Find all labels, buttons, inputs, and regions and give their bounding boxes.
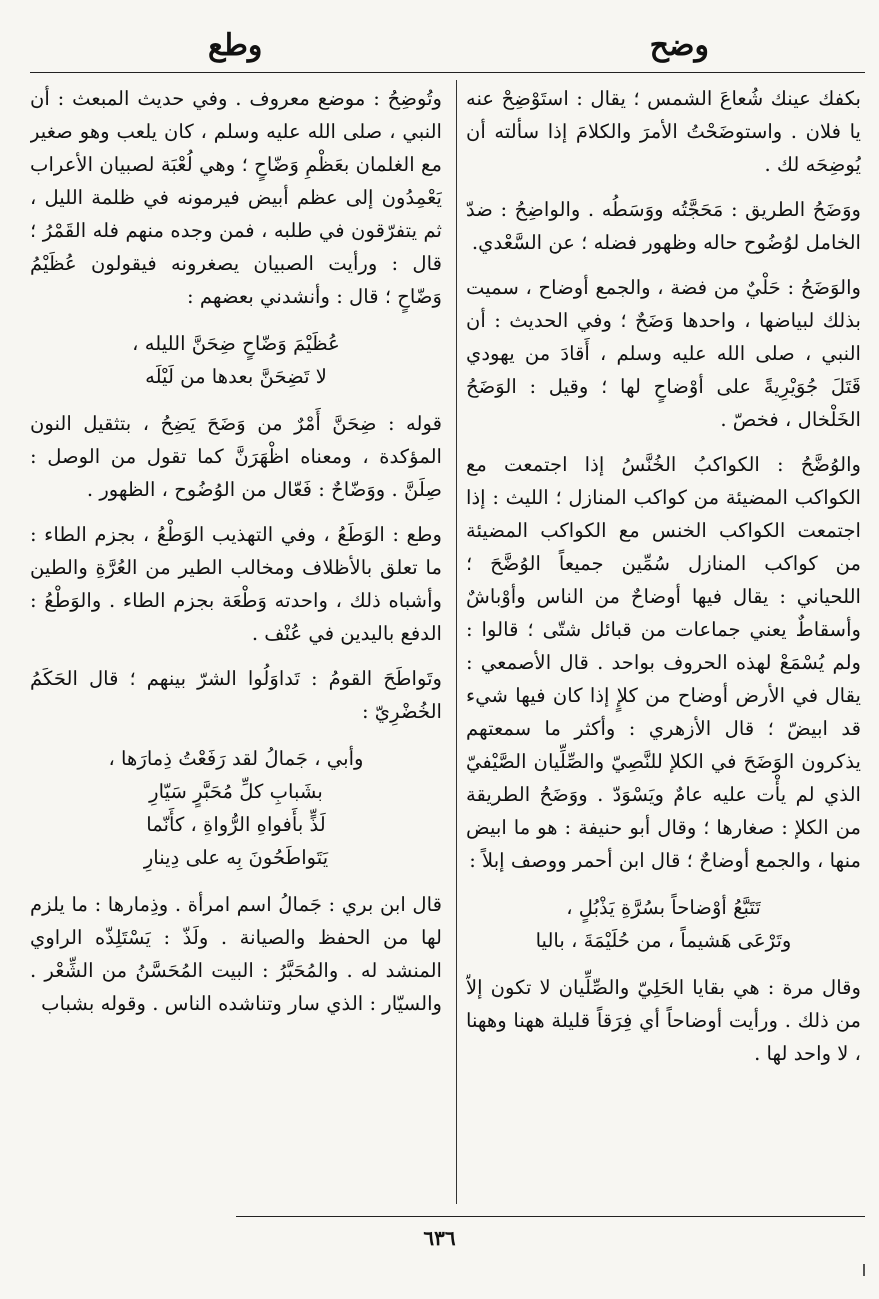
verse-line: وتَرْعَى هَشيماً ، من حُلَيْمَةَ ، باليا bbox=[535, 929, 792, 952]
left-verse-2 bbox=[30, 742, 442, 874]
margin-mark bbox=[863, 1264, 865, 1276]
right-paragraph: وقال مرة : هي بقايا الحَلِيّ والصِّلِّيان لا تكون إلاّ من ذلك . ورأيت أوضاحاً أي فِرَقاً قليلة ههنا وههنا ، لا واحد لها . bbox=[466, 976, 861, 1065]
verse-line: بشَبابِ كلِّ مُحَبَّرٍ سَيّارِ bbox=[149, 780, 323, 803]
verse-line: يَتَواطَحُونَ بِه على دِينارِ bbox=[143, 846, 329, 869]
left-paragraph: وتَواطَحَ القومُ : تَداوَلُوا الشرّ بينهم ؛ قال الحَكَمُ الخُضْرِيّ : bbox=[30, 667, 442, 723]
page-header bbox=[0, 22, 879, 72]
verse-line: عُظَيْمَ وَضّاحٍ ضِحَنَّ الليله ، bbox=[132, 332, 340, 355]
right-paragraph: ووَضَحُ الطريق : مَحَجَّتُه ووَسَطُه . والواضِحُ : ضدّ الخامل لوُضُوح حاله وظهور فضله ؛ عن السَّعْدي. bbox=[466, 198, 861, 254]
right-column bbox=[466, 82, 861, 1207]
left-paragraph: قوله : ضِحَنَّ أَمْرٌ من وَضَحَ يَضِحُ ، بتثقيل النون المؤكدة ، ومعناه اظْهَرَنَّ كما تقول من الوصل : صِلَنَّ . ووَضّاحٌ : فَعّال من الوُضُوح ، الظهور . bbox=[30, 412, 442, 501]
right-paragraph: والوَضَحُ : حَلْيٌ من فضة ، والجمع أوضاح ، سميت بذلك لبياضها ، واحدها وَضَحٌ ؛ وفي الحديث : أن النبي ، صلى الله عليه وسلم ، أَقادَ من يهودي قَتَلَ جُوَيْرِيةً على أوْضاحٍ لها ؛ وقيل : الوَضَحُ الخَلْخال ، فخصّ . bbox=[466, 276, 861, 431]
top-rule bbox=[30, 72, 865, 73]
column-divider bbox=[456, 80, 457, 1204]
right-paragraph: والوُضَّحُ : الكواكبُ الخُنَّسُ إذا اجتمعت مع الكواكب المضيئة من كواكب المنازل ؛ الليث : إذا اجتمعت الكواكب الخنس مع الكواكب المضيئة من كواكب المنازل سُمِّين جميعاً الوُضَّحَ ؛ اللحياني : يقال فيها أوضاحٌ من الناس وأوْباشٌ وأسقاطٌ يعني جماعات من قبائل شتّى ؛ قالوا : ولم يُسْمَعْ لهذه الحروف بواحد . قال الأصمعي : يقال في الأرض أوضاح من كلإٍ إذا كان فيها شيء قد ابيضّ ؛ قال الأزهري : وأكثر ما سمعتهم يذكرون الوَضَحَ في الكلإ للنَّصِيّ والصِّلِّيان الصَّيْفيّ الذي لم يأْت عليه عامٌ ويَسْوَدّ . ووَضَحُ الطريقة من الكلإ : صغارها ؛ وقال أبو حنيفة : هو ما ابيض منها ، والجمع أوضاحٌ ؛ قال ابن أحمر ووصف إبلاً : bbox=[466, 453, 861, 872]
right-paragraph: بكفك عينك شُعاعَ الشمس ؛ يقال : استَوْضِحْ عنه يا فلان . واستوضَحْتُ الأمرَ والكلامَ إذا سألته أن يُوضِحَه لك . bbox=[466, 87, 861, 176]
left-column bbox=[30, 82, 442, 1207]
header-root-left: وطع bbox=[208, 28, 263, 63]
left-verse-1 bbox=[30, 327, 442, 393]
header-root-right: وضح bbox=[649, 28, 709, 63]
right-verse bbox=[466, 891, 861, 957]
left-paragraph: قال ابن بري : جَمالُ اسم امرأة . وذِمارها : ما يلزم لها من الحفظ والصيانة . ولَذّ : يَسْتَلِذّه الراوي المنشد له . والمُحَبَّرُ : البيت المُحَسَّنُ من الشِّعْر . والسيّار : الذي سار وتناشده الناس . وقوله بشباب bbox=[30, 893, 442, 1015]
verse-line: تَتَبَّعُ أوْضاحاً بسُرَّةِ يَذْبُلٍ ، bbox=[566, 896, 761, 919]
bottom-rule bbox=[236, 1216, 865, 1217]
verse-line: وأبي ، جَمالُ لقد رَفَعْتُ ذِمارَها ، bbox=[108, 747, 364, 770]
verse-line: لا تَضِحَنَّ بعدها من لَيْلَه bbox=[145, 365, 327, 388]
page-number: ٦٣٦ bbox=[423, 1226, 456, 1250]
verse-line: لَذٍّ بأَفواهِ الرُّواةِ ، كأَنّما bbox=[146, 813, 326, 836]
left-paragraph: وتُوضِحُ : موضع معروف . وفي حديث المبعث : أن النبي ، صلى الله عليه وسلم ، كان يلعب وهو صغير مع الغلمان بعَظْمِ وَضّاحٍ ؛ وهي لُعْبَة لصبيان الأعراب يَعْمِدُون إلى عظم أبيض فيرمونه في ظلمة الليل ، ثم يتفرّقون في طلبه ، فمن وجده منهم فله القَمْرُ ؛ قال : ورأيت الصبيان يصغرونه فيقولون عُظَيْمُ وَضّاحٍ ؛ قال : وأنشدني بعضهم : bbox=[30, 87, 442, 308]
entry-wt-paragraph: وطع : الوَطَعُ ، وفي التهذيب الوَطْعُ ، بجزم الطاء : ما تعلق بالأظلاف ومخالب الطير من العُرَّةِ والطين وأشباه ذلك ، واحدته وَطْعَة بجزم الطاء . والوَطْعُ : الدفع باليدين في عُنْف . bbox=[30, 523, 442, 645]
